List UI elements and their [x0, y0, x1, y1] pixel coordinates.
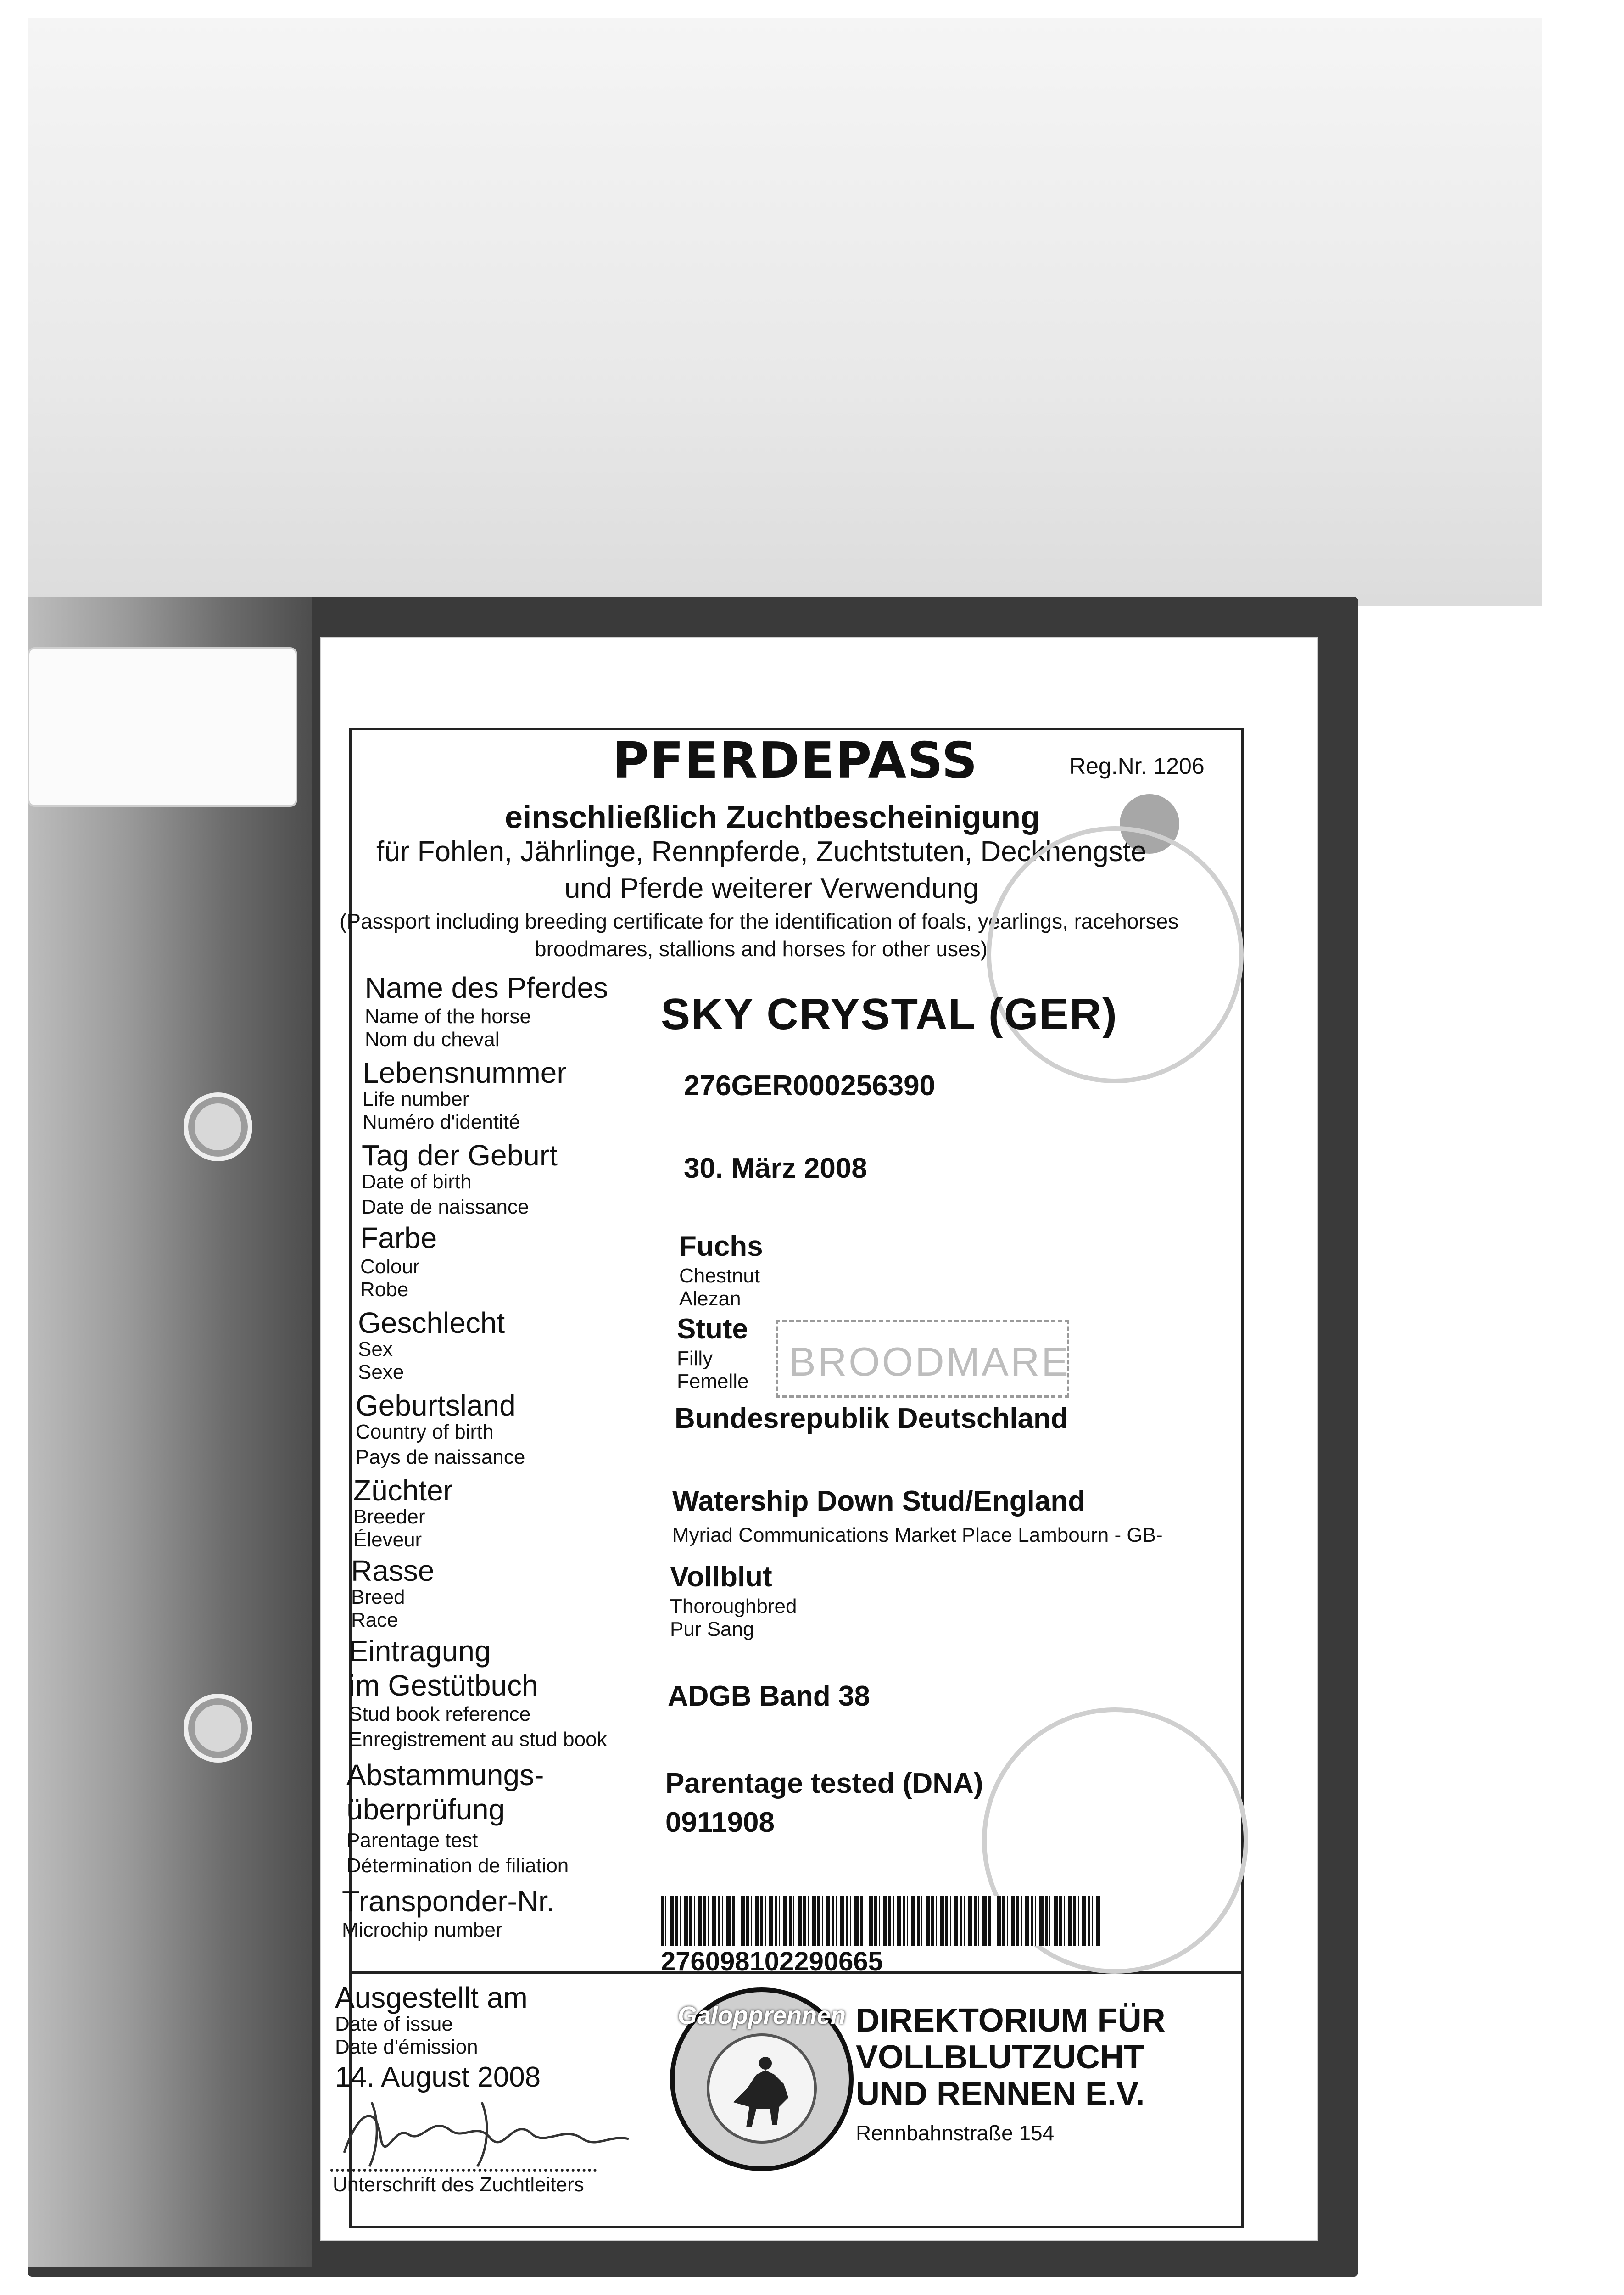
scan-background [28, 18, 1542, 606]
label-sex-de: Geschlecht [358, 1306, 505, 1339]
subtitle-line2: für Fohlen, Jährlinge, Rennpferde, Zuchtstuten, Deckhengste [376, 836, 1147, 868]
page-title: PFERDEPASS [613, 732, 978, 789]
studbook-value: ADGB Band 38 [668, 1680, 870, 1712]
parentage-number: 0911908 [665, 1807, 775, 1838]
birth-date: 30. März 2008 [684, 1153, 867, 1184]
label-birth-en: Date of birth [362, 1170, 472, 1193]
label-parentage-de1: Abstammungs- [346, 1758, 544, 1791]
label-sex-fr: Sexe [358, 1361, 404, 1383]
logo-text: Galopprennen [677, 2002, 846, 2029]
label-studbook-en: Stud book reference [349, 1703, 531, 1725]
issue-date: 14. August 2008 [335, 2061, 541, 2093]
colour-value-en: Chestnut [679, 1265, 760, 1287]
subtitle-line3: und Pferde weiterer Verwendung [564, 873, 979, 904]
reg-number: Reg.Nr. 1206 [1069, 753, 1205, 779]
breeder-value: Watership Down Stud/England [672, 1485, 1086, 1517]
label-life-number-de: Lebensnummer [363, 1056, 567, 1089]
label-breed-fr: Race [351, 1609, 398, 1631]
subtitle: einschließlich Zuchtbescheinigung [505, 799, 1040, 835]
label-breeder-en: Breeder [353, 1506, 425, 1528]
microchip-number: 276098102290665 [661, 1947, 883, 1976]
label-parentage-fr: Détermination de filiation [346, 1854, 569, 1877]
breed-value: Vollblut [670, 1561, 772, 1593]
label-colour-de: Farbe [360, 1221, 437, 1254]
label-breeder-fr: Éleveur [353, 1528, 422, 1551]
microchip-barcode [661, 1896, 1101, 1946]
org-name-line2: VOLLBLUTZUCHT [856, 2039, 1144, 2076]
subtitle-line4: (Passport including breeding certificate for the identification of foals, yearlings, racehorses [340, 909, 1179, 933]
label-parentage-en: Parentage test [346, 1829, 478, 1852]
label-issue-fr: Date d'émission [335, 2036, 478, 2058]
country-value: Bundesrepublik Deutschland [675, 1403, 1068, 1434]
colour-value: Fuchs [679, 1231, 763, 1262]
org-address: Rennbahnstraße 154 [856, 2121, 1055, 2145]
broodmare-stamp-text: BROODMARE [789, 1339, 1070, 1384]
sex-value-fr: Femelle [677, 1370, 749, 1393]
org-name-line3: UND RENNEN E.V. [856, 2076, 1145, 2112]
binder-label [28, 647, 297, 807]
subtitle-line5: broodmares, stallions and horses for other uses) [535, 937, 988, 961]
breeder-address: Myriad Communications Market Place Lambourn - GB- [672, 1524, 1163, 1546]
label-studbook-fr: Enregistrement au stud book [349, 1728, 607, 1751]
label-issue-en: Date of issue [335, 2013, 453, 2035]
label-breed-de: Rasse [351, 1554, 435, 1587]
horse-name: SKY CRYSTAL (GER) [661, 990, 1118, 1039]
label-colour-en: Colour [360, 1255, 420, 1278]
binder-spine [28, 597, 312, 2267]
label-name-fr: Nom du cheval [365, 1028, 500, 1051]
stamp-british-horseracing [987, 826, 1244, 1083]
label-life-number-fr: Numéro d'identité [363, 1111, 520, 1133]
label-sex-en: Sex [358, 1338, 393, 1360]
label-country-fr: Pays de naissance [356, 1446, 525, 1468]
life-number: 276GER000256390 [684, 1070, 936, 1102]
breed-value-en: Thoroughbred [670, 1595, 797, 1618]
label-birth-fr: Date de naissance [362, 1196, 529, 1218]
parentage-value: Parentage tested (DNA) [665, 1768, 983, 1799]
label-country-de: Geburtsland [356, 1389, 516, 1422]
galopprennen-logo [670, 1987, 854, 2171]
label-life-number-en: Life number [363, 1088, 469, 1110]
binder-ring-icon [184, 1092, 252, 1161]
broodmare-stamp [776, 1320, 1069, 1398]
label-parentage-de2: überprüfung [346, 1793, 505, 1826]
label-breeder-de: Züchter [353, 1474, 453, 1507]
label-transponder-de: Transponder-Nr. [342, 1885, 555, 1918]
label-issue-de: Ausgestellt am [335, 1981, 528, 2014]
label-studbook-de1: Eintragung [349, 1634, 491, 1668]
label-birth-de: Tag der Geburt [362, 1139, 558, 1172]
org-name-line1: DIREKTORIUM FÜR [856, 2002, 1166, 2039]
signature-image [317, 2084, 638, 2176]
binder-ring-icon [184, 1694, 252, 1763]
signature-caption: Unterschrift des Zuchtleiters [333, 2173, 584, 2196]
label-colour-fr: Robe [360, 1278, 409, 1301]
label-name-en: Name of the horse [365, 1005, 531, 1028]
sex-value-en: Filly [677, 1347, 713, 1370]
sex-value: Stute [677, 1313, 748, 1345]
colour-value-fr: Alezan [679, 1287, 741, 1310]
breed-value-fr: Pur Sang [670, 1618, 754, 1640]
label-country-en: Country of birth [356, 1421, 494, 1443]
label-studbook-de2: im Gestütbuch [349, 1669, 538, 1702]
label-breed-en: Breed [351, 1586, 405, 1608]
horse-jockey-icon [724, 2047, 798, 2134]
signature-line [330, 2169, 597, 2172]
label-name-de: Name des Pferdes [365, 971, 608, 1004]
label-transponder-en: Microchip number [342, 1919, 502, 1941]
